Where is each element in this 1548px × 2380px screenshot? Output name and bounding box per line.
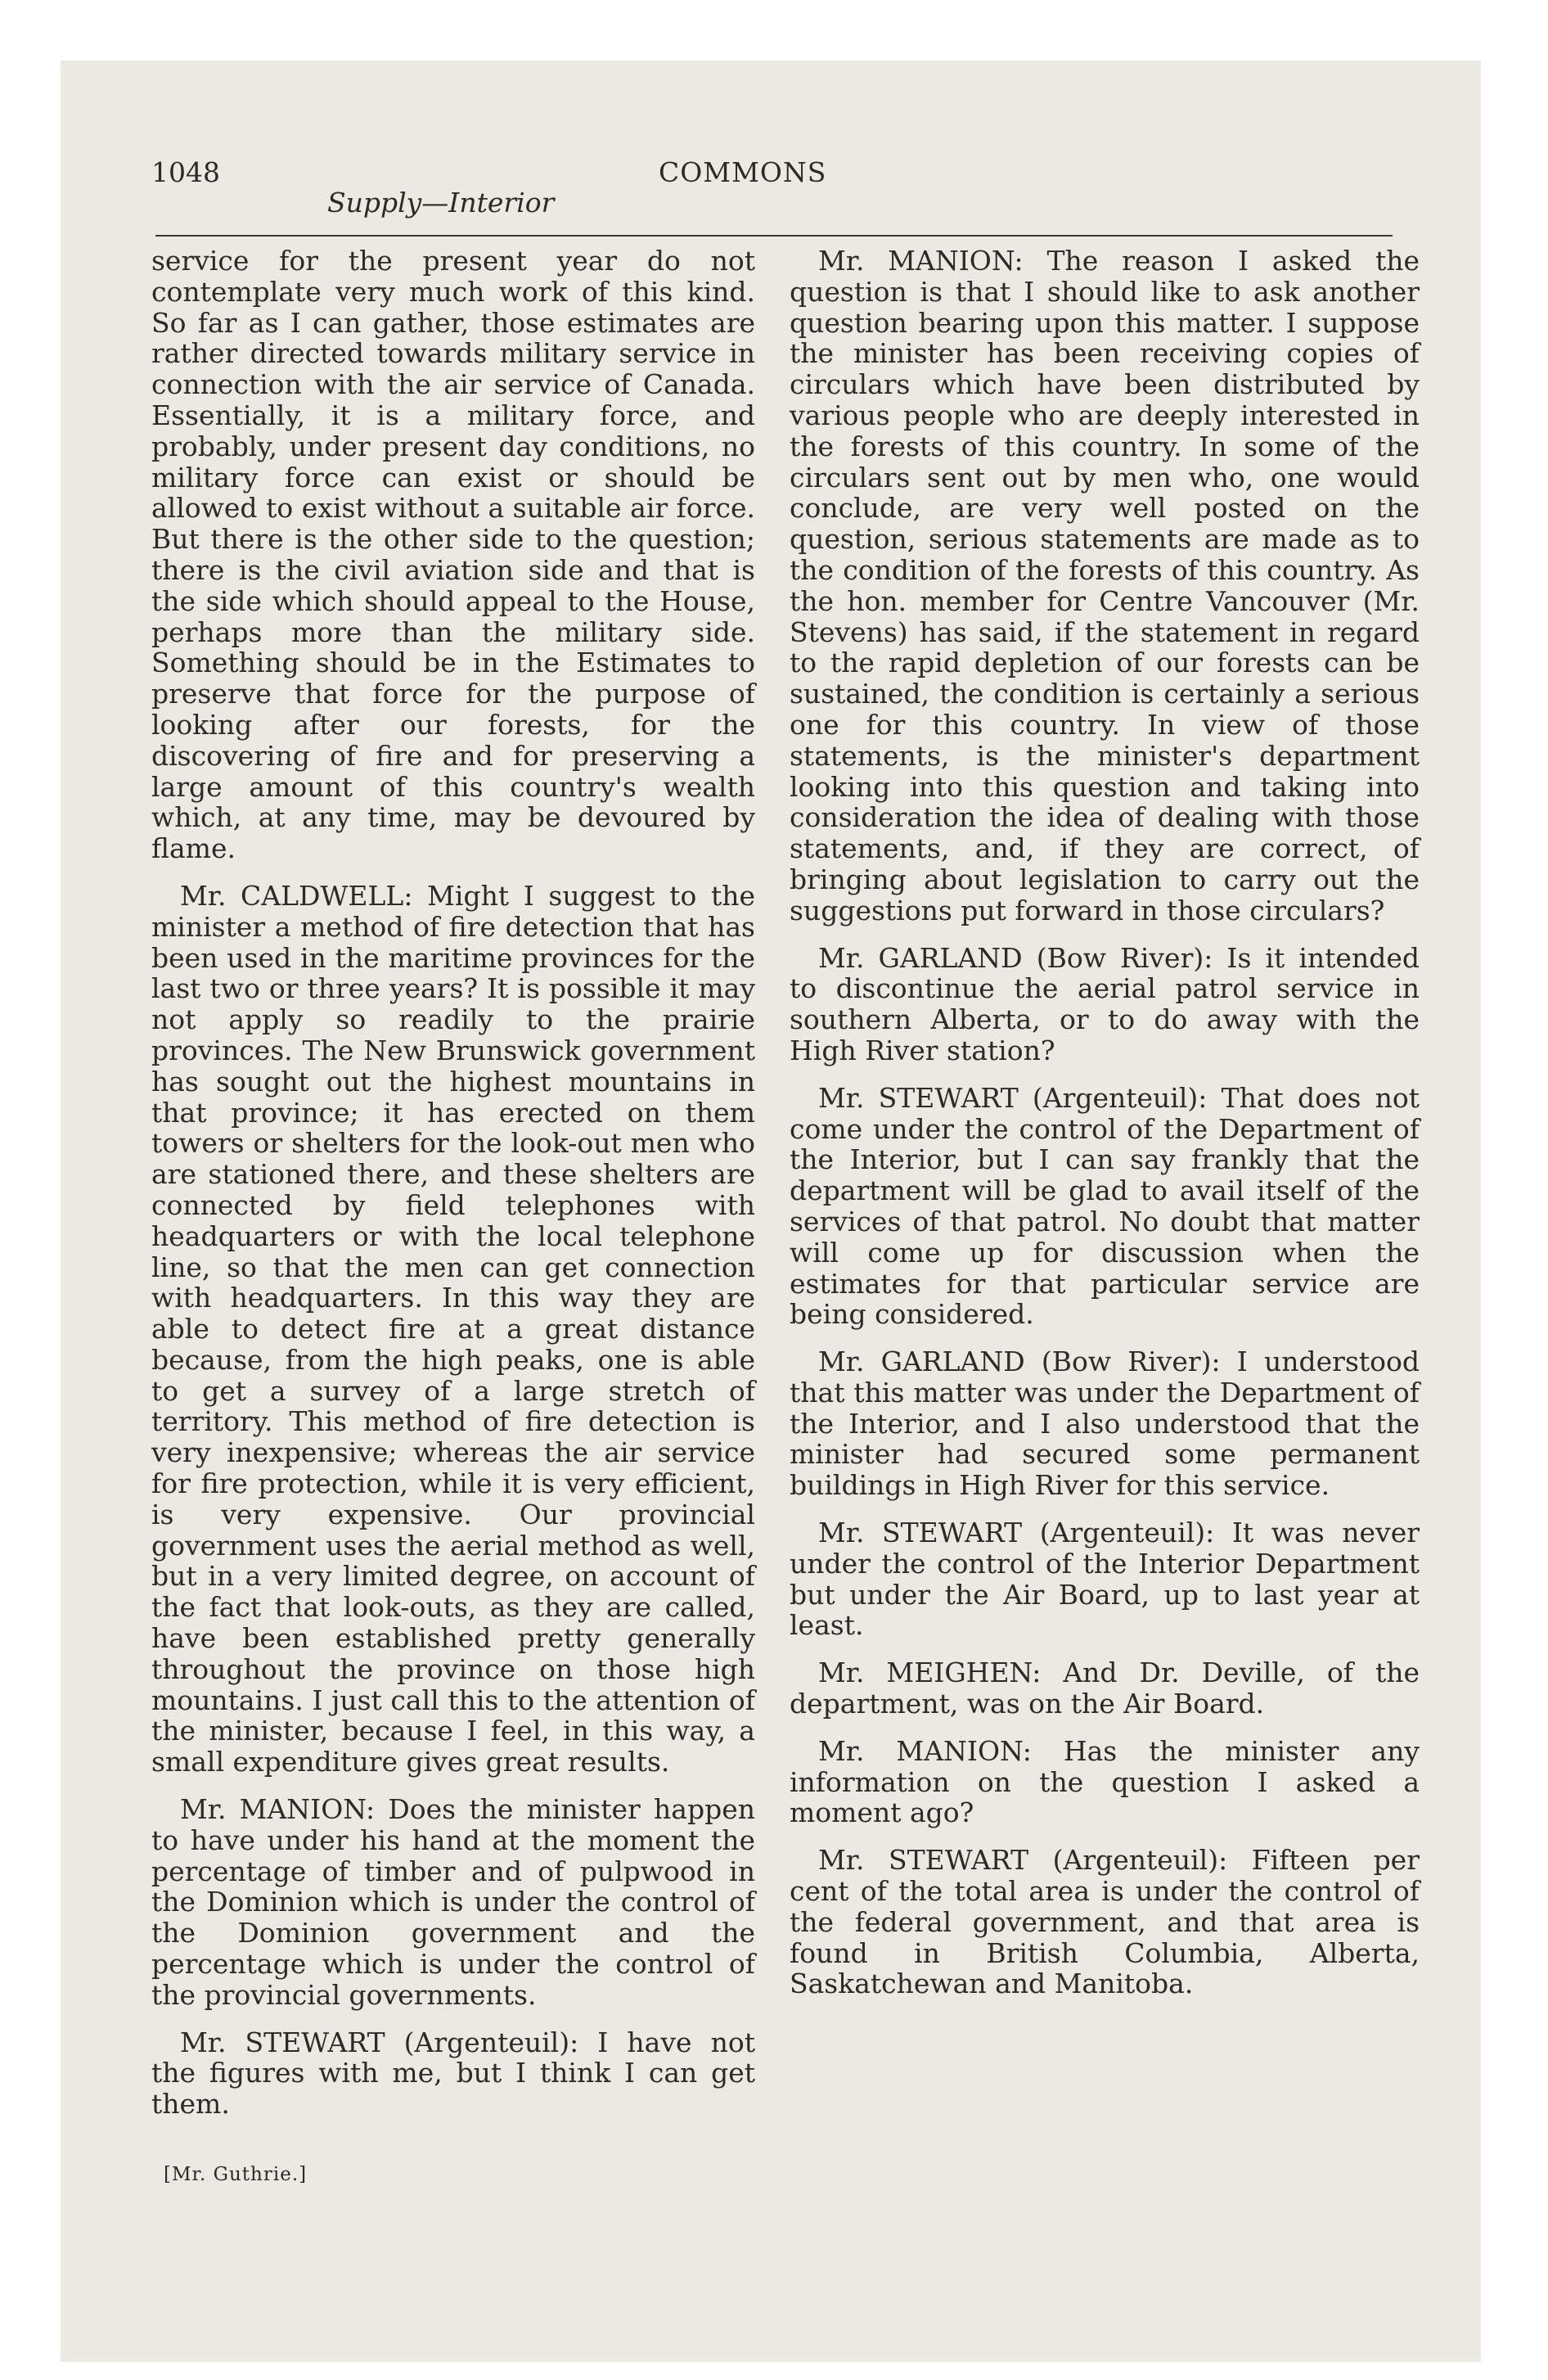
footer-reference: [Mr. Guthrie.]	[164, 2164, 308, 2185]
right-paragraph-7: Mr. MANION: Has the minister any information on the question I asked a moment ago?	[790, 1734, 1420, 1829]
right-column	[790, 246, 1420, 2016]
header-rule	[155, 235, 1393, 237]
left-paragraph-1: service for the present year do not contemplate very much work of this kind. So far as I can gather, those estimates are rather directed towards military service in connection with the air service of Canada. Essentially, it is a military force, and probably, under present day conditions, no military force can exist or should be allowed to exist without a suitable air force. But there is the other side to the question; there is the civil aviation side and that is the side which should appeal to the House, perhaps more than the military side. Something should be in the Estimates to preserve that force for the purpose of looking after our forests, for the discovering of fire and for preserving a large amount of this country's wealth which, at any time, may be devoured by flame.	[151, 245, 755, 865]
left-column	[151, 246, 755, 2136]
right-paragraph-8: Mr. STEWART (Argenteuil): Fifteen per cent of the total area is under the control of the federal government, and that area is found in British Columbia, Alberta, Saskatchewan and Manitoba.	[790, 1844, 1420, 2000]
left-paragraph-2: Mr. CALDWELL: Might I suggest to the minister a method of fire detection that has been used in the maritime provinces for the last two or three years? It is possible it may not apply so readily to the prairie provinces. The New Brunswick government has sought out the highest mountains in that province; it has erected on them towers or shelters for the look-out men who are stationed there, and these shelters are connected by field telephones with headquarters or with the local telephone line, so that the men can get connection with headquarters. In this way they are able to detect fire at a great distance because, from the high peaks, one is able to get a survey of a large stretch of territory. This method of fire detection is very inexpensive; whereas the air service for fire protection, while it is very efficient, is very expensive. Our provincial government uses the aerial method as well, but in a very limited degree, on account of the fact that look-outs, as they are called, have been established pretty generally throughout the province on those high mountains. I just call this to the attention of the minister, because I feel, in this way, a small expenditure gives great results.	[151, 879, 755, 1778]
right-paragraph-5: Mr. STEWART (Argenteuil): It was never under the control of the Interior Department but under the Air Board, up to last year at least.	[790, 1517, 1420, 1642]
right-paragraph-4: Mr. GARLAND (Bow River): I understood that this matter was under the Department of the Interior, and I also understood that the minister had secured some permanent buildings in High River for this service.	[790, 1346, 1420, 1502]
right-paragraph-3: Mr. STEWART (Argenteuil): That does not come under the control of the Department of the Interior, but I can say frankly that the department will be glad to avail itself of the services of that patrol. No doubt that matter will come up for discussion when the estimates for that particular service are being considered.	[790, 1081, 1420, 1331]
right-paragraph-6: Mr. MEIGHEN: And Dr. Deville, of the department, was on the Air Board.	[790, 1657, 1420, 1720]
page-number: 1048	[151, 156, 220, 188]
page-subtitle: Supply—Interior	[327, 187, 555, 219]
right-paragraph-2: Mr. GARLAND (Bow River): Is it intended to discontinue the aerial patrol service in southern Alberta, or to do away with the High River station?	[790, 941, 1420, 1066]
right-paragraph-1: Mr. MANION: The reason I asked the question is that I should like to ask another question bearing upon this matter. I suppose the minister has been receiving copies of circulars which have been distributed by various people who are deeply interested in the forests of this country. In some of the circulars sent out by men who, one would conclude, are very well posted on the question, serious statements are made as to the condition of the forests of this country. As the hon. member for Centre Vancouver (Mr. Stevens) has said, if the statement in regard to the rapid depletion of our forests can be sustained, the condition is certainly a serious one for this country. In view of those statements, is the minister's department looking into this question and taking into consideration the idea of dealing with those statements, and, if they are correct, of bringing about legislation to carry out the suggestions put forward in those circulars?	[790, 245, 1420, 926]
left-paragraph-3: Mr. MANION: Does the minister happen to have under his hand at the moment the percentage of timber and of pulpwood in the Dominion which is under the control of the Dominion government and the percentage which is under the control of the provincial governments.	[151, 1793, 755, 2011]
page-title: COMMONS	[659, 156, 827, 188]
left-paragraph-4: Mr. STEWART (Argenteuil): I have not the figures with me, but I think I can get them.	[151, 2026, 755, 2121]
